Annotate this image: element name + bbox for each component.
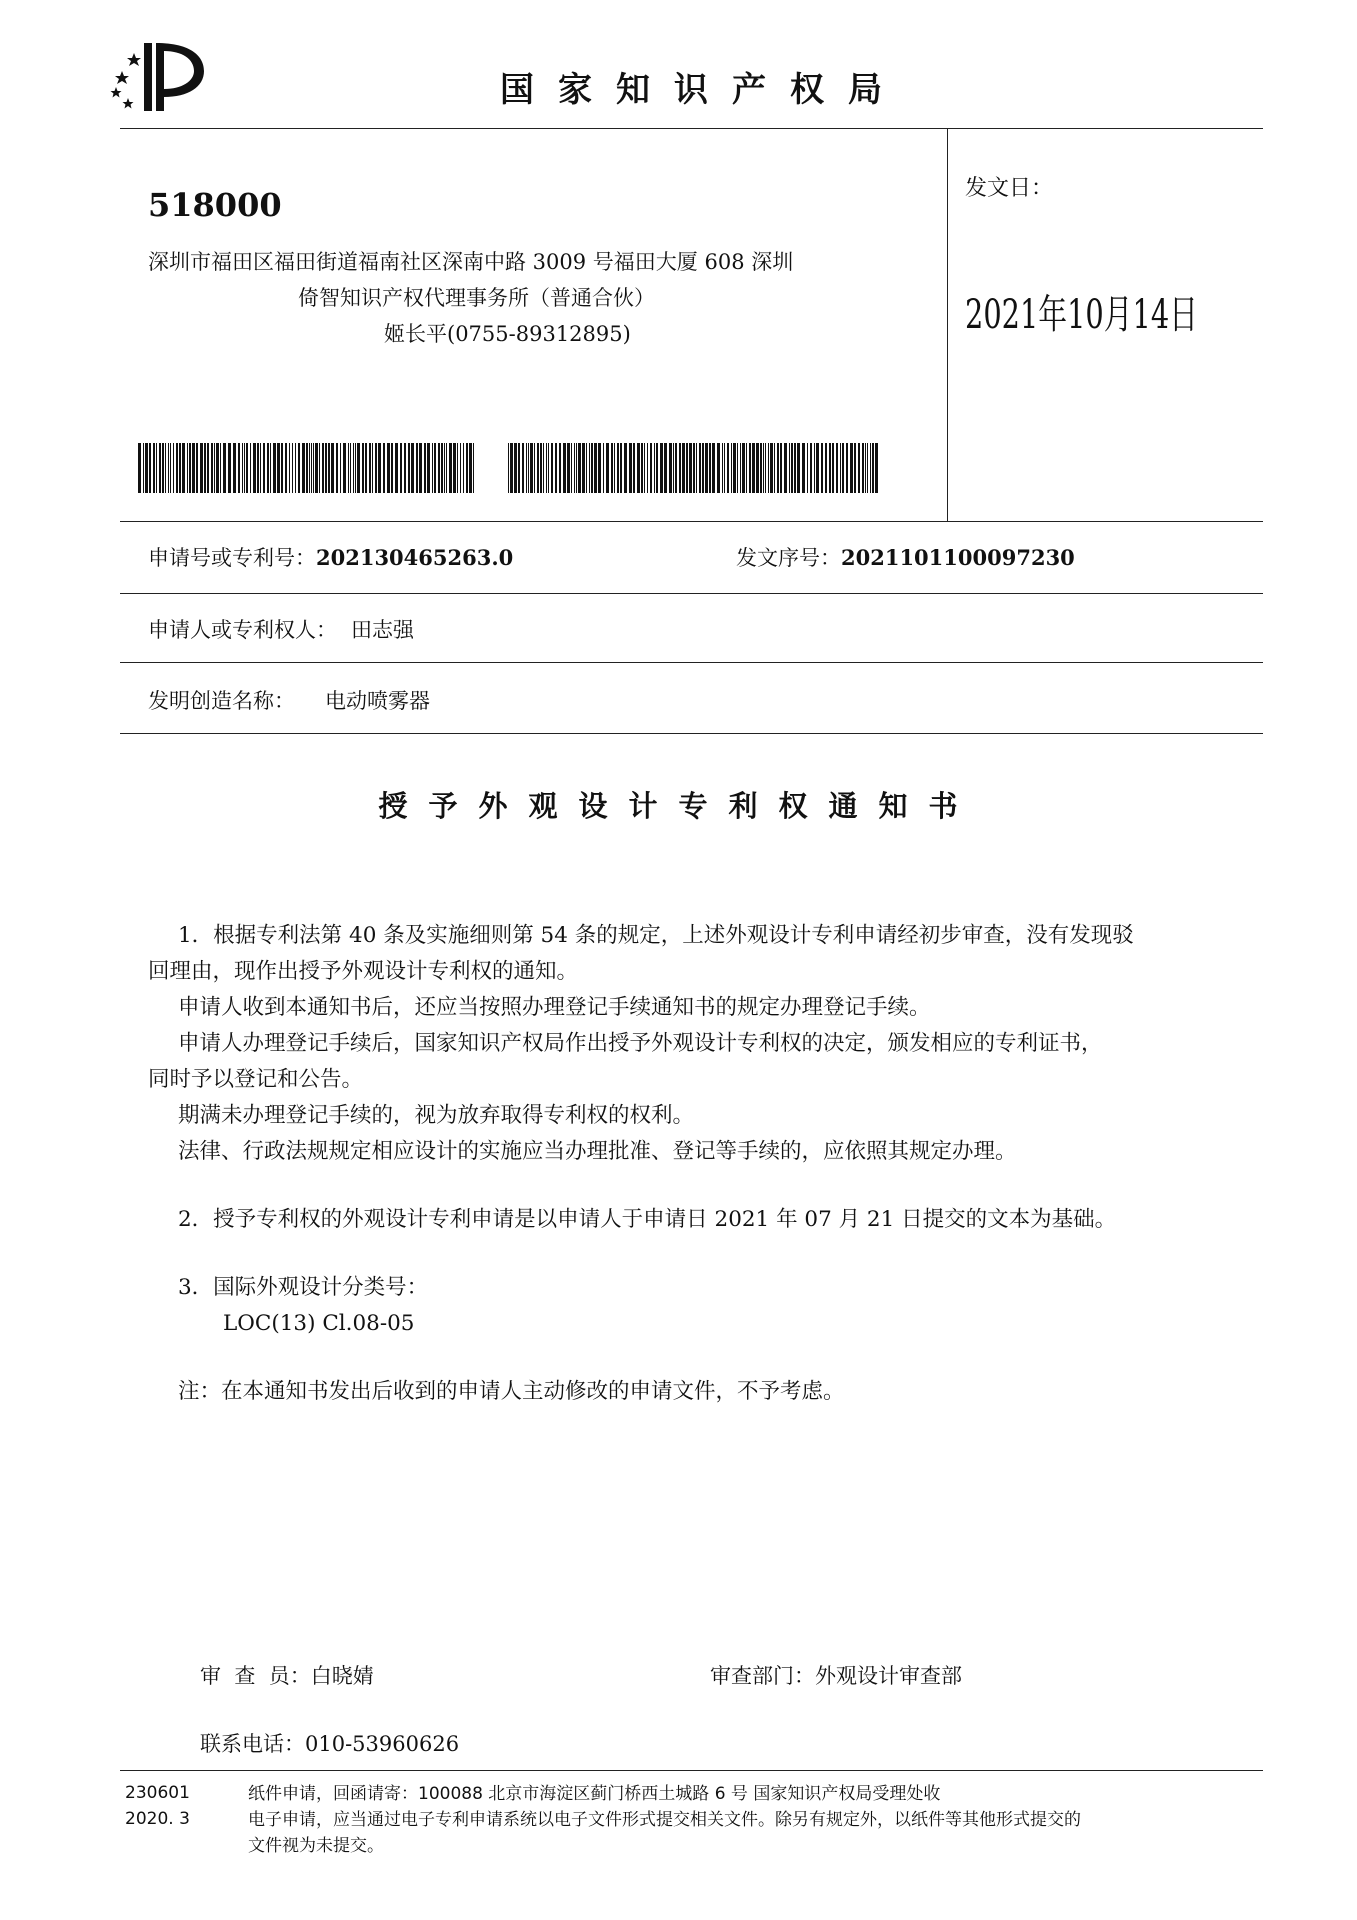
notice-title: 授予外观设计专利权通知书 bbox=[378, 789, 979, 823]
examiner-label: 审 查 员： bbox=[200, 1664, 311, 1688]
applicant-label: 申请人或专利权人： bbox=[148, 618, 337, 642]
address-line: 倚智知识产权代理事务所（普通合伙） bbox=[298, 286, 655, 310]
footer-line: 文件视为未提交。 bbox=[248, 1836, 384, 1856]
phone-label: 联系电话： bbox=[200, 1732, 305, 1756]
serial-no-field bbox=[736, 542, 1075, 572]
notice-body bbox=[148, 918, 1263, 1410]
field-rule bbox=[120, 593, 1263, 594]
postcode: 518000 bbox=[148, 186, 282, 224]
department-field bbox=[710, 1660, 962, 1690]
cnipa-logo bbox=[100, 35, 210, 115]
footer-instructions bbox=[248, 1781, 1263, 1859]
dispatch-date: 2021年10月14日 bbox=[965, 292, 1198, 338]
examiner-field bbox=[200, 1660, 374, 1690]
notice-paragraph: 期满未办理登记手续的，视为放弃取得专利权的权利。 bbox=[178, 1103, 695, 1128]
field-rule bbox=[120, 662, 1263, 663]
applicant-value: 田志强 bbox=[351, 618, 414, 642]
application-no-value: 202130465263.0 bbox=[316, 545, 514, 570]
address-line: 深圳市福田区福田街道福南社区深南中路 3009 号福田大厦 608 深圳 bbox=[148, 250, 794, 274]
footer-line: 纸件申请，回函请寄：100088 北京市海淀区蓟门桥西土城路 6 号 国家知识产权局受理处收 bbox=[248, 1784, 941, 1804]
phone-value: 010-53960626 bbox=[305, 1732, 460, 1756]
serial-no-value: 2021101100097230 bbox=[841, 545, 1075, 570]
dispatch-date-label: 发文日： bbox=[965, 176, 1054, 201]
barcode-right bbox=[508, 443, 881, 493]
applicant-field bbox=[148, 614, 414, 644]
phone-field bbox=[200, 1728, 459, 1758]
notice-note: 注：在本通知书发出后收到的申请人主动修改的申请文件，不予考虑。 bbox=[178, 1379, 845, 1404]
invention-name-field bbox=[148, 685, 430, 715]
notice-paragraph: 申请人办理登记手续后，国家知识产权局作出授予外观设计专利权的决定，颁发相应的专利证书， bbox=[178, 1031, 1103, 1056]
department-name: 外观设计审查部 bbox=[815, 1664, 962, 1688]
footer-rule bbox=[120, 1770, 1263, 1771]
right-column-divider bbox=[947, 128, 948, 521]
barcode-left bbox=[138, 443, 476, 493]
address-line: 姬长平(0755-89312895) bbox=[384, 322, 631, 346]
examiner-name: 白晓婧 bbox=[310, 1664, 374, 1688]
office-name: 国家知识产权局 bbox=[500, 70, 906, 110]
footer-line: 电子申请，应当通过电子专利申请系统以电子文件形式提交相关文件。除另有规定外，以纸件等其他形式提交的 bbox=[248, 1810, 1081, 1830]
notice-paragraph: 法律、行政法规规定相应设计的实施应当办理批准、登记等手续的，应依照其规定办理。 bbox=[178, 1139, 1017, 1164]
header-rule bbox=[120, 128, 1263, 129]
application-no-field bbox=[148, 542, 513, 572]
classification-code: LOC(13) Cl.08-05 bbox=[223, 1311, 415, 1336]
invention-name-value: 电动喷雾器 bbox=[325, 689, 430, 713]
notice-paragraph: 2．授予专利权的外观设计专利申请是以申请人于申请日 2021 年 07 月 21 日提交的文本为基础。 bbox=[178, 1207, 1117, 1232]
application-no-label: 申请号或专利号： bbox=[148, 546, 316, 570]
serial-no-label: 发文序号： bbox=[736, 546, 841, 570]
invention-name-label: 发明创造名称： bbox=[148, 689, 295, 713]
notice-paragraph: 申请人收到本通知书后，还应当按照办理登记手续通知书的规定办理登记手续。 bbox=[178, 995, 931, 1020]
form-code: 230601 bbox=[125, 1783, 190, 1803]
notice-paragraph: 回理由，现作出授予外观设计专利权的通知。 bbox=[148, 959, 579, 984]
notice-paragraph: 3．国际外观设计分类号： bbox=[178, 1275, 429, 1300]
form-date: 2020. 3 bbox=[125, 1809, 190, 1829]
department-label: 审查部门： bbox=[710, 1664, 815, 1688]
notice-paragraph: 同时予以登记和公告。 bbox=[148, 1067, 364, 1092]
notice-paragraph: 1．根据专利法第 40 条及实施细则第 54 条的规定，上述外观设计专利申请经初步审查，没有发现驳 bbox=[178, 923, 1134, 948]
barcode-rule bbox=[120, 521, 1263, 522]
field-rule bbox=[120, 733, 1263, 734]
